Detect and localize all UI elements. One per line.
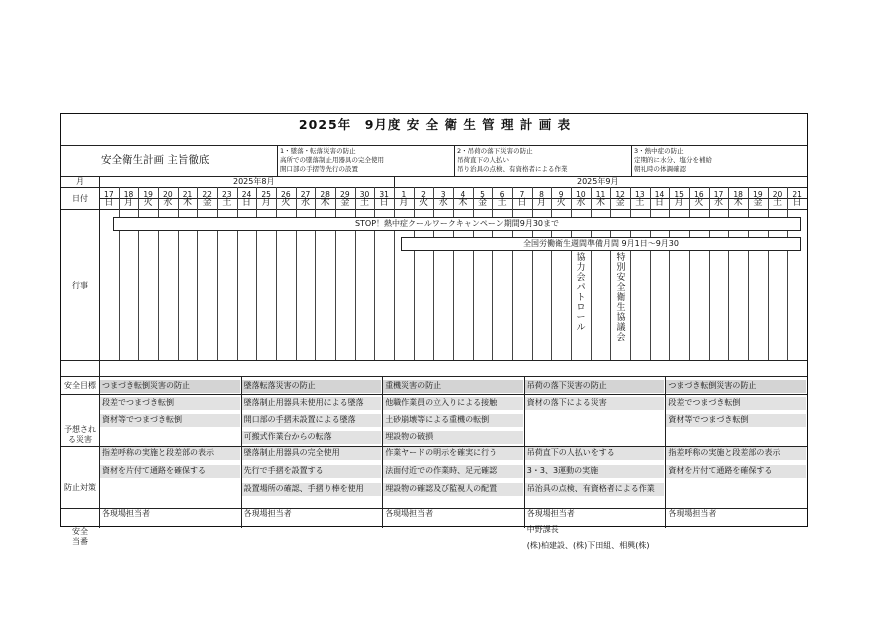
day-column-line <box>355 187 356 360</box>
rule <box>61 176 807 177</box>
policy-point-1-line: 高所での墜落制止用器具の完全使用 <box>280 156 384 164</box>
expected-hazard-cell: 資材等でつまづき転倒 <box>666 414 806 427</box>
day-of-week: 金 <box>340 198 350 208</box>
day-number: 14 <box>654 190 665 199</box>
day-column-line <box>473 187 474 360</box>
day-column-line <box>158 187 159 360</box>
policy-point-2-title: 2・吊荷の落下災害の防止 <box>457 147 533 155</box>
day-column-line <box>492 187 493 360</box>
day-of-week: 木 <box>458 198 468 208</box>
day-number: 3 <box>440 190 446 199</box>
day-of-week: 金 <box>202 198 212 208</box>
day-of-week: 金 <box>753 198 763 208</box>
day-of-week: 木 <box>182 198 192 208</box>
prevention-measure-cell: 資材を片付て通路を確保する <box>666 465 806 478</box>
day-of-week: 日 <box>379 198 389 208</box>
expected-hazard-cell: 他職作業員の立入りによる接触 <box>383 397 523 410</box>
day-of-week: 水 <box>713 198 723 208</box>
safety-goal-cell: つまづき転倒災害の防止 <box>100 380 240 393</box>
prevention-measure-cell: 墜落制止用器具の完全使用 <box>242 447 382 460</box>
day-column-line <box>414 187 415 360</box>
day-number: 17 <box>104 190 114 199</box>
safety-staff-cell: 各現場担当者 <box>385 509 434 518</box>
day-of-week: 水 <box>438 198 448 208</box>
day-number: 30 <box>359 190 370 199</box>
day-number: 27 <box>300 190 311 199</box>
day-column-line <box>119 187 120 360</box>
policy-point-1-title: 1・墜落・転落災害の防止 <box>280 147 356 155</box>
day-of-week: 日 <box>517 198 527 208</box>
day-column-line <box>217 187 218 360</box>
safety-staff-cell: 各現場担当者 <box>243 509 292 518</box>
day-column-line <box>237 187 238 360</box>
safety-goal-cell: 墜落転落災害の防止 <box>242 380 382 393</box>
prevention-measure-cell: 埋設物の確認及び監視人の配置 <box>383 483 523 496</box>
prevention-measure-cell: 先行で手摺を設置する <box>242 465 382 478</box>
expected-hazard-cell: 土砂崩壊等による重機の転倒 <box>383 414 523 427</box>
prevention-measure-cell: 作業ヤードの明示を確実に行う <box>383 447 523 460</box>
row-label-expected-hazard: 予想される災害 <box>64 425 96 444</box>
day-number: 16 <box>694 190 704 199</box>
policy-label: 安全衛生計画 主旨徹底 <box>101 154 210 166</box>
policy-divider <box>277 146 278 176</box>
safety-staff-cell: 各現場担当者 <box>668 509 717 518</box>
prevention-measure-cell: 吊治具の点検、有資格者による作業 <box>525 483 665 496</box>
day-column-line <box>256 187 257 360</box>
safety-staff-cell: (株)柏建設、(株)下田組、相興(株) <box>526 541 650 550</box>
day-of-week: 月 <box>261 198 271 208</box>
day-number: 13 <box>635 190 645 199</box>
day-of-week: 火 <box>143 198 153 208</box>
day-of-week: 月 <box>399 198 409 208</box>
day-number: 21 <box>182 190 193 199</box>
day-number: 21 <box>792 190 802 199</box>
month-separator <box>394 176 395 187</box>
row-label-safety-staff: 安全当番 <box>72 527 88 546</box>
expected-hazard-cell: 開口部の手摺未設置による墜落 <box>242 414 382 427</box>
day-column-line <box>453 187 454 360</box>
day-of-week: 日 <box>104 198 114 208</box>
day-of-week: 土 <box>359 198 369 208</box>
day-number: 15 <box>674 190 684 199</box>
rule <box>61 360 807 361</box>
day-of-week: 金 <box>477 198 487 208</box>
day-number: 20 <box>772 190 783 199</box>
day-number: 28 <box>320 190 330 199</box>
day-of-week: 土 <box>222 198 232 208</box>
prevention-measure-cell: 指差呼称の実施と段差部の表示 <box>100 447 240 460</box>
policy-point-3-line: 朝礼時の体調確認 <box>634 165 686 173</box>
expected-hazard-cell: 埋設物の破損 <box>383 431 523 444</box>
day-column-line <box>650 187 651 360</box>
expected-hazard-cell: 資材の落下による災害 <box>525 397 665 410</box>
month-header-sep: 2025年9月 <box>577 177 619 186</box>
day-of-week: 金 <box>615 198 625 208</box>
day-number: 29 <box>340 190 350 199</box>
expected-hazard-cell: 段差でつまづき転倒 <box>666 397 806 410</box>
event-banner-national-week: 全国労働衛生週間準備月間 9月1日～9月30 <box>401 237 801 251</box>
day-column-line <box>315 187 316 360</box>
day-of-week: 火 <box>418 198 428 208</box>
day-column-line <box>591 187 592 360</box>
day-column-line <box>787 187 788 360</box>
day-of-week: 土 <box>497 198 507 208</box>
policy-point-3-line: 定期的に水分、塩分を補給 <box>634 156 712 164</box>
day-column-line <box>512 187 513 360</box>
day-column-line <box>394 187 395 360</box>
page-title: 2025年 9月度 安 全 衛 生 管 理 計 画 表 <box>298 117 572 132</box>
day-of-week: 水 <box>576 198 586 208</box>
day-of-week: 土 <box>635 198 645 208</box>
day-number: 19 <box>143 190 153 199</box>
day-column-line <box>728 187 729 360</box>
policy-point-1-line: 開口部の手摺等先行の設置 <box>280 165 358 173</box>
day-column-line <box>709 187 710 360</box>
day-of-week: 月 <box>674 198 684 208</box>
day-of-week: 土 <box>772 198 782 208</box>
day-number: 22 <box>202 190 212 199</box>
day-of-week: 火 <box>556 198 566 208</box>
policy-point-2-line: 吊り治具の点検、有資格者による作業 <box>457 165 568 173</box>
policy-divider <box>454 146 455 176</box>
safety-staff-cell: 各現場担当者 <box>102 509 150 518</box>
day-of-week: 木 <box>320 198 330 208</box>
day-column-line <box>630 187 631 360</box>
day-of-week: 木 <box>595 198 605 208</box>
rule <box>61 376 807 377</box>
day-of-week: 日 <box>241 198 251 208</box>
day-number: 31 <box>379 190 389 199</box>
expected-hazard-cell: 墜落制止用器具未使用による墜落 <box>242 397 382 410</box>
day-number: 26 <box>281 190 291 199</box>
expected-hazard-cell: 資材等でつまづき転倒 <box>100 414 240 427</box>
day-column-line <box>551 187 552 360</box>
day-number: 11 <box>595 190 606 199</box>
rule <box>61 145 807 146</box>
day-number: 24 <box>241 190 252 199</box>
day-column-line <box>178 187 179 360</box>
day-number: 5 <box>480 190 485 199</box>
day-number: 7 <box>519 190 525 199</box>
day-of-week: 火 <box>281 198 291 208</box>
day-of-week: 日 <box>654 198 664 208</box>
expected-hazard-cell: 段差でつまづき転倒 <box>100 397 240 410</box>
day-column-line <box>669 187 670 360</box>
day-number: 6 <box>499 190 505 199</box>
day-column-line <box>571 187 572 360</box>
day-of-week: 火 <box>694 198 704 208</box>
event-patrol: 協力会パトロール <box>576 253 586 333</box>
day-number: 10 <box>576 190 586 199</box>
policy-divider <box>631 146 632 176</box>
day-of-week: 水 <box>300 198 310 208</box>
rule <box>61 394 807 395</box>
day-number: 12 <box>615 190 625 199</box>
row-label-date: 日付 <box>72 194 88 203</box>
safety-staff-cell: 各現場担当者 <box>526 509 575 518</box>
day-number: 4 <box>460 190 466 199</box>
day-column-line <box>768 187 769 360</box>
safety-goal-cell: つまづき転倒災害の防止 <box>666 380 806 393</box>
day-number: 23 <box>222 190 232 199</box>
day-column-line <box>276 187 277 360</box>
event-council: 特別安全衛生協議会 <box>616 253 626 343</box>
day-column-line <box>296 187 297 360</box>
day-number: 18 <box>123 190 134 199</box>
prevention-measure-cell: 吊荷直下の人払いをする <box>525 447 665 460</box>
row-label-safety-goal: 安全目標 <box>64 381 96 390</box>
row-label-month: 月 <box>76 177 84 186</box>
day-column-line <box>197 187 198 360</box>
expected-hazard-cell: 可搬式作業台からの転落 <box>242 431 382 444</box>
row-label-prevention: 防止対策 <box>64 483 96 492</box>
day-number: 25 <box>261 190 271 199</box>
day-of-week: 月 <box>536 198 546 208</box>
day-column-line <box>610 187 611 360</box>
day-number: 1 <box>401 190 407 199</box>
day-number: 18 <box>733 190 743 199</box>
day-number: 20 <box>163 190 173 199</box>
prevention-measure-cell: 法面付近での作業時、足元確認 <box>383 465 523 478</box>
day-column-line <box>433 187 434 360</box>
policy-point-2-line: 吊荷直下の人払い <box>457 156 509 164</box>
day-of-week: 日 <box>792 198 802 208</box>
prevention-measure-cell: 設置場所の確認、手摺り棒を使用 <box>242 483 382 496</box>
prevention-measure-cell: 資材を片付て通路を確保する <box>100 465 240 478</box>
safety-goal-cell: 重機災害の防止 <box>383 380 523 393</box>
prevention-measure-cell: 指差呼称の実施と段差部の表示 <box>666 447 806 460</box>
day-column-line <box>532 187 533 360</box>
day-column-line <box>374 187 375 360</box>
event-banner-heatstroke: STOP！熱中症クールワークキャンペーン期間9月30まで <box>113 217 801 231</box>
month-header-aug: 2025年8月 <box>233 177 275 186</box>
safety-plan-sheet <box>60 113 808 550</box>
day-column-line <box>748 187 749 360</box>
day-column-line <box>138 187 139 360</box>
day-of-week: 水 <box>163 198 173 208</box>
prevention-measure-cell: 3・3、3運動の実施 <box>525 465 665 478</box>
day-column-line <box>335 187 336 360</box>
policy-point-3-title: 3・熱中症の防止 <box>634 147 684 155</box>
day-of-week: 月 <box>123 198 133 208</box>
day-number: 19 <box>753 190 763 199</box>
day-number: 9 <box>558 190 564 199</box>
safety-goal-cell: 吊荷の落下災害の防止 <box>525 380 665 393</box>
row-label-events: 行事 <box>72 281 88 290</box>
day-number: 17 <box>713 190 724 199</box>
day-column-line <box>689 187 690 360</box>
day-of-week: 木 <box>733 198 743 208</box>
day-number: 8 <box>539 190 544 199</box>
day-number: 2 <box>421 190 426 199</box>
safety-staff-cell: 中野課長 <box>526 525 559 534</box>
